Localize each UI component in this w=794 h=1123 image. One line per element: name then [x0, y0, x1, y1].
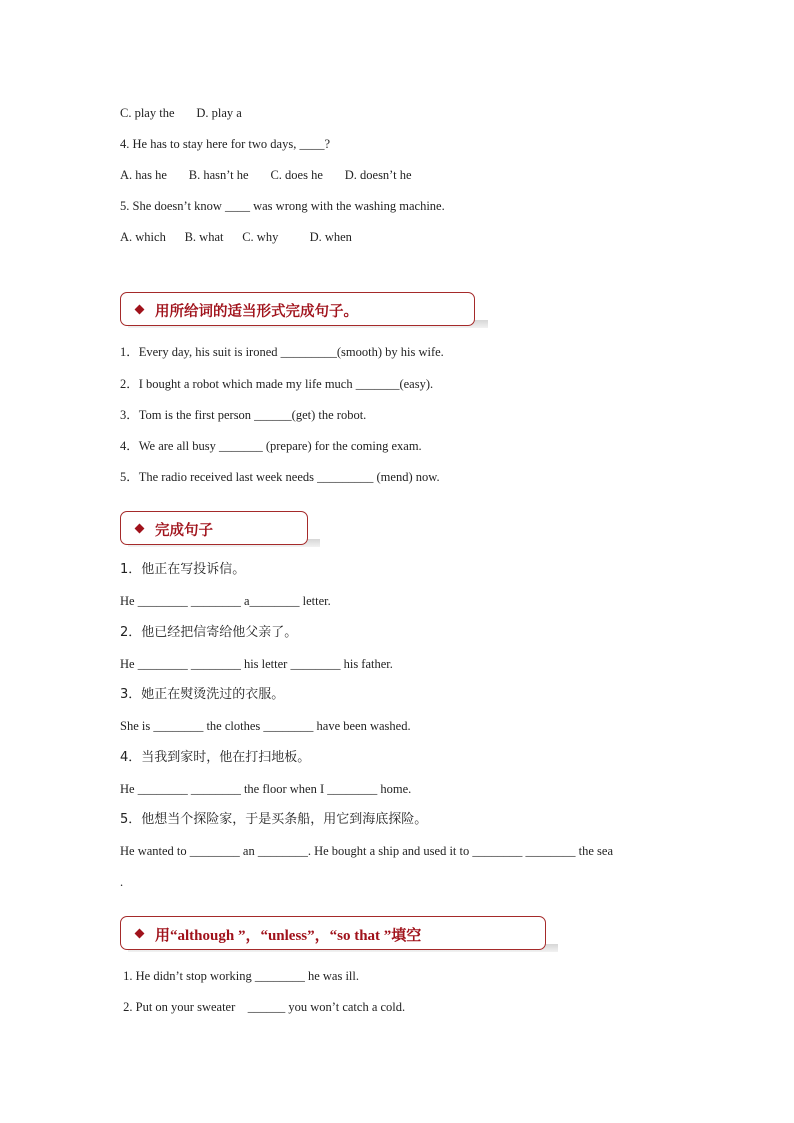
diamond-icon	[135, 524, 145, 534]
mc-q3-options: C. play the D. play a	[120, 106, 242, 120]
section2-item-cn: 3．她正在熨烫洗过的衣服。	[120, 687, 285, 702]
section2-title: 完成句子	[155, 523, 213, 539]
section2-header	[120, 511, 308, 545]
section2-item-cn: 2．他已经把信寄给他父亲了。	[120, 625, 298, 640]
section3-header	[120, 916, 546, 950]
section1-item: 2．I bought a robot which made my life much _______(easy).	[120, 377, 434, 391]
section2-trailing-dot: .	[120, 875, 124, 889]
mc-q4-options: A. has he B. hasn’t he C. does he D. doesn’t he	[120, 168, 412, 182]
section2-item-en: He ________ ________ the floor when I ________ home.	[120, 782, 412, 796]
section3-item: 2. Put on your sweater ______ you won’t catch a cold.	[120, 1000, 406, 1014]
section2-item-cn: 5．他想当个探险家，于是买条船，用它到海底探险。	[120, 812, 428, 827]
section2-item-en: He ________ ________ a________ letter.	[120, 594, 331, 608]
mc-q4-question: 4. He has to stay here for two days, ____?	[120, 137, 331, 151]
diamond-icon	[135, 305, 145, 315]
section1-title: 用所给词的适当形式完成句子。	[155, 304, 358, 320]
section2-item-en: He wanted to ________ an ________. He bought a ship and used it to ________ ________ the sea	[120, 844, 613, 858]
section1-item: 3．Tom is the first person ______(get) the robot.	[120, 408, 367, 422]
section3-item: 1. He didn’t stop working ________ he was ill.	[120, 969, 359, 983]
section2-item-cn: 4．当我到家时，他在打扫地板。	[120, 750, 311, 765]
section1-item: 5．The radio received last week needs _________ (mend) now.	[120, 470, 440, 484]
section3-title: 用“although ”，“unless”，“so that ”填空	[155, 928, 422, 944]
section2-item-en: He ________ ________ his letter ________ his father.	[120, 657, 393, 671]
section1-item: 4．We are all busy _______ (prepare) for the coming exam.	[120, 439, 422, 453]
section1-header	[120, 292, 475, 326]
section2-item-cn: 1．他正在写投诉信。	[120, 562, 246, 577]
mc-q5-options: A. which B. what C. why D. when	[120, 230, 352, 244]
section1-item: 1．Every day, his suit is ironed _________(smooth) by his wife.	[120, 345, 444, 359]
mc-q5-question: 5. She doesn’t know ____ was wrong with the washing machine.	[120, 199, 445, 213]
section2-item-en: She is ________ the clothes ________ have been washed.	[120, 719, 411, 733]
diamond-icon	[135, 929, 145, 939]
